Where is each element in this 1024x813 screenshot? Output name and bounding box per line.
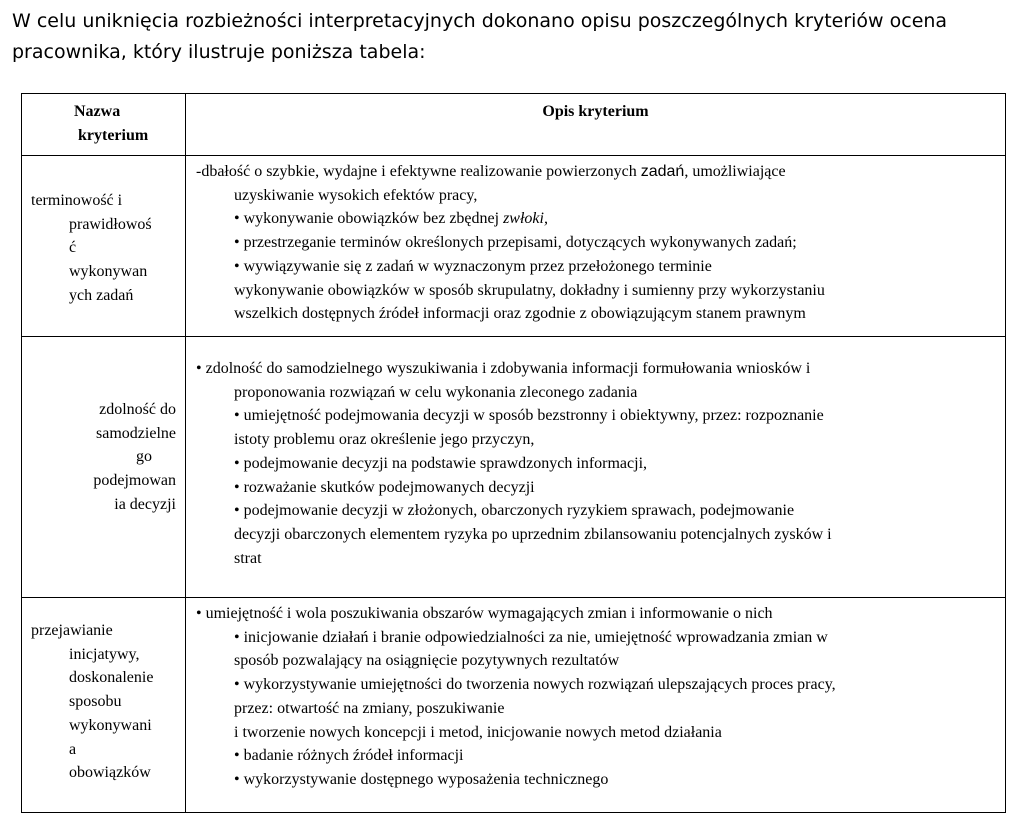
description-text: • wykonywanie obowiązków bez zbędnej	[234, 210, 504, 228]
criterion-name	[23, 599, 184, 785]
criterion-name-line: samodzielne	[96, 424, 176, 442]
description-line: • umiejętność i wola poszukiwania obszarów wymagających zmian i informowanie o nich	[196, 605, 773, 622]
criterion-name-line: ć	[69, 239, 77, 257]
header-name-line: Nazwa	[74, 103, 121, 120]
description-line: • wykorzystywanie umiejętności do tworzenia nowych rozwiązań ulepszających proces pracy,	[234, 676, 836, 694]
description-line: • rozważanie skutków podejmowanych decyzji	[234, 478, 535, 496]
description-line: • umiejętność podejmowania decyzji w sposób bezstronny i obiektywny, przez: rozpoznanie	[234, 407, 824, 425]
description-line: przez: otwartość na zmiany, poszukiwanie	[234, 699, 505, 717]
description-line: sposób pozwalający na osiągnięcie pozytywnych rezultatów	[234, 652, 620, 670]
criterion-name-line: ia decyzji	[114, 495, 176, 513]
description-line: strat	[234, 549, 262, 567]
description-text: -dbałość o szybkie, wydajne i efektywne realizowanie powierzonych	[196, 163, 641, 180]
description-line: wykonywanie obowiązków w sposób skrupulatny, dokładny i sumienny przy wykorzystaniu	[234, 281, 825, 299]
criterion-name-cell	[22, 156, 186, 337]
criterion-name-line: ych zadań	[69, 286, 134, 304]
criterion-name-line: sposobu	[69, 693, 122, 711]
description-line: • inicjowanie działań i branie odpowiedzialności za nie, umiejętność wprowadzania zmian w	[234, 628, 828, 646]
description-line	[196, 160, 995, 184]
description-text: zadań	[640, 163, 685, 180]
table-row	[22, 156, 1006, 337]
description-line: wszelkich dostępnych źródeł informacji oraz zgodnie z obowiązującym stanem prawnym	[234, 305, 806, 323]
description-line: • przestrzeganie terminów określonych przepisami, dotyczących wykonywanych zadań;	[234, 234, 797, 252]
description-line: • zdolność do samodzielnego wyszukiwania i zdobywania informacji formułowania wniosków i	[196, 360, 811, 377]
intro-paragraph: W celu uniknięcia rozbieżności interpretacyjnych dokonano opisu poszczególnych kryteriów ocena pracownika, który ilustruje poniższa tabela:	[12, 10, 948, 63]
table-header-row	[22, 94, 1006, 156]
description-line: • wywiązywanie się z zadań w wyznaczonym przez przełożonego terminie	[234, 257, 712, 275]
criterion-name-cell	[22, 337, 186, 598]
header-criterion-name	[22, 94, 186, 156]
description-line: istoty problemu oraz określenie jego przyczyn,	[234, 431, 535, 449]
table-row	[22, 337, 1006, 598]
description-line: proponowania rozwiązań w celu wykonania zleconego zadania	[234, 383, 638, 401]
description-text: , umożliwiające	[684, 163, 786, 180]
header-criterion-description: Opis kryterium	[186, 94, 1006, 156]
criterion-name-line: inicjatywy,	[69, 645, 140, 663]
description-text: zwłoki,	[503, 210, 548, 228]
criterion-description-cell	[186, 598, 1006, 813]
criterion-name-line: przejawianie	[31, 622, 113, 639]
criterion-name-line: doskonalenie	[69, 669, 154, 687]
description-line: • badanie różnych źródeł informacji	[234, 747, 464, 765]
description-line	[196, 207, 995, 231]
criteria-table	[21, 93, 1006, 813]
header-name-line: kryterium	[78, 126, 149, 144]
criterion-name-line: wykonywani	[69, 716, 152, 734]
criterion-name-line: terminowość i	[31, 192, 123, 209]
criterion-name-line: a	[69, 740, 77, 758]
criterion-name-line: wykonywan	[69, 263, 148, 281]
criterion-name	[23, 338, 184, 517]
criterion-name-line: obowiązków	[69, 764, 151, 782]
criterion-name-line: podejmowan	[93, 472, 176, 490]
criterion-description-cell	[186, 337, 1006, 598]
description-line: i tworzenie nowych koncepcji i metod, inicjowanie nowych metod działania	[234, 723, 722, 741]
criterion-name-line: zdolność do	[99, 401, 176, 418]
description-line: • podejmowanie decyzji w złożonych, obarczonych ryzykiem sprawach, podejmowanie	[234, 502, 795, 520]
criterion-name-line: go	[136, 448, 152, 466]
criterion-description-cell	[186, 156, 1006, 337]
criterion-name	[23, 157, 184, 308]
description-line: decyzji obarczonych elementem ryzyka po uprzednim zbilansowaniu potencjalnych zysków i	[234, 525, 832, 543]
description-line: • wykorzystywanie dostępnego wyposażenia technicznego	[234, 770, 609, 788]
criterion-name-cell	[22, 598, 186, 813]
description-line: uzyskiwanie wysokich efektów pracy,	[234, 186, 478, 204]
criterion-name-line: prawidłowoś	[69, 215, 152, 233]
description-line: • podejmowanie decyzji na podstawie sprawdzonych informacji,	[234, 454, 648, 472]
table-row	[22, 598, 1006, 813]
